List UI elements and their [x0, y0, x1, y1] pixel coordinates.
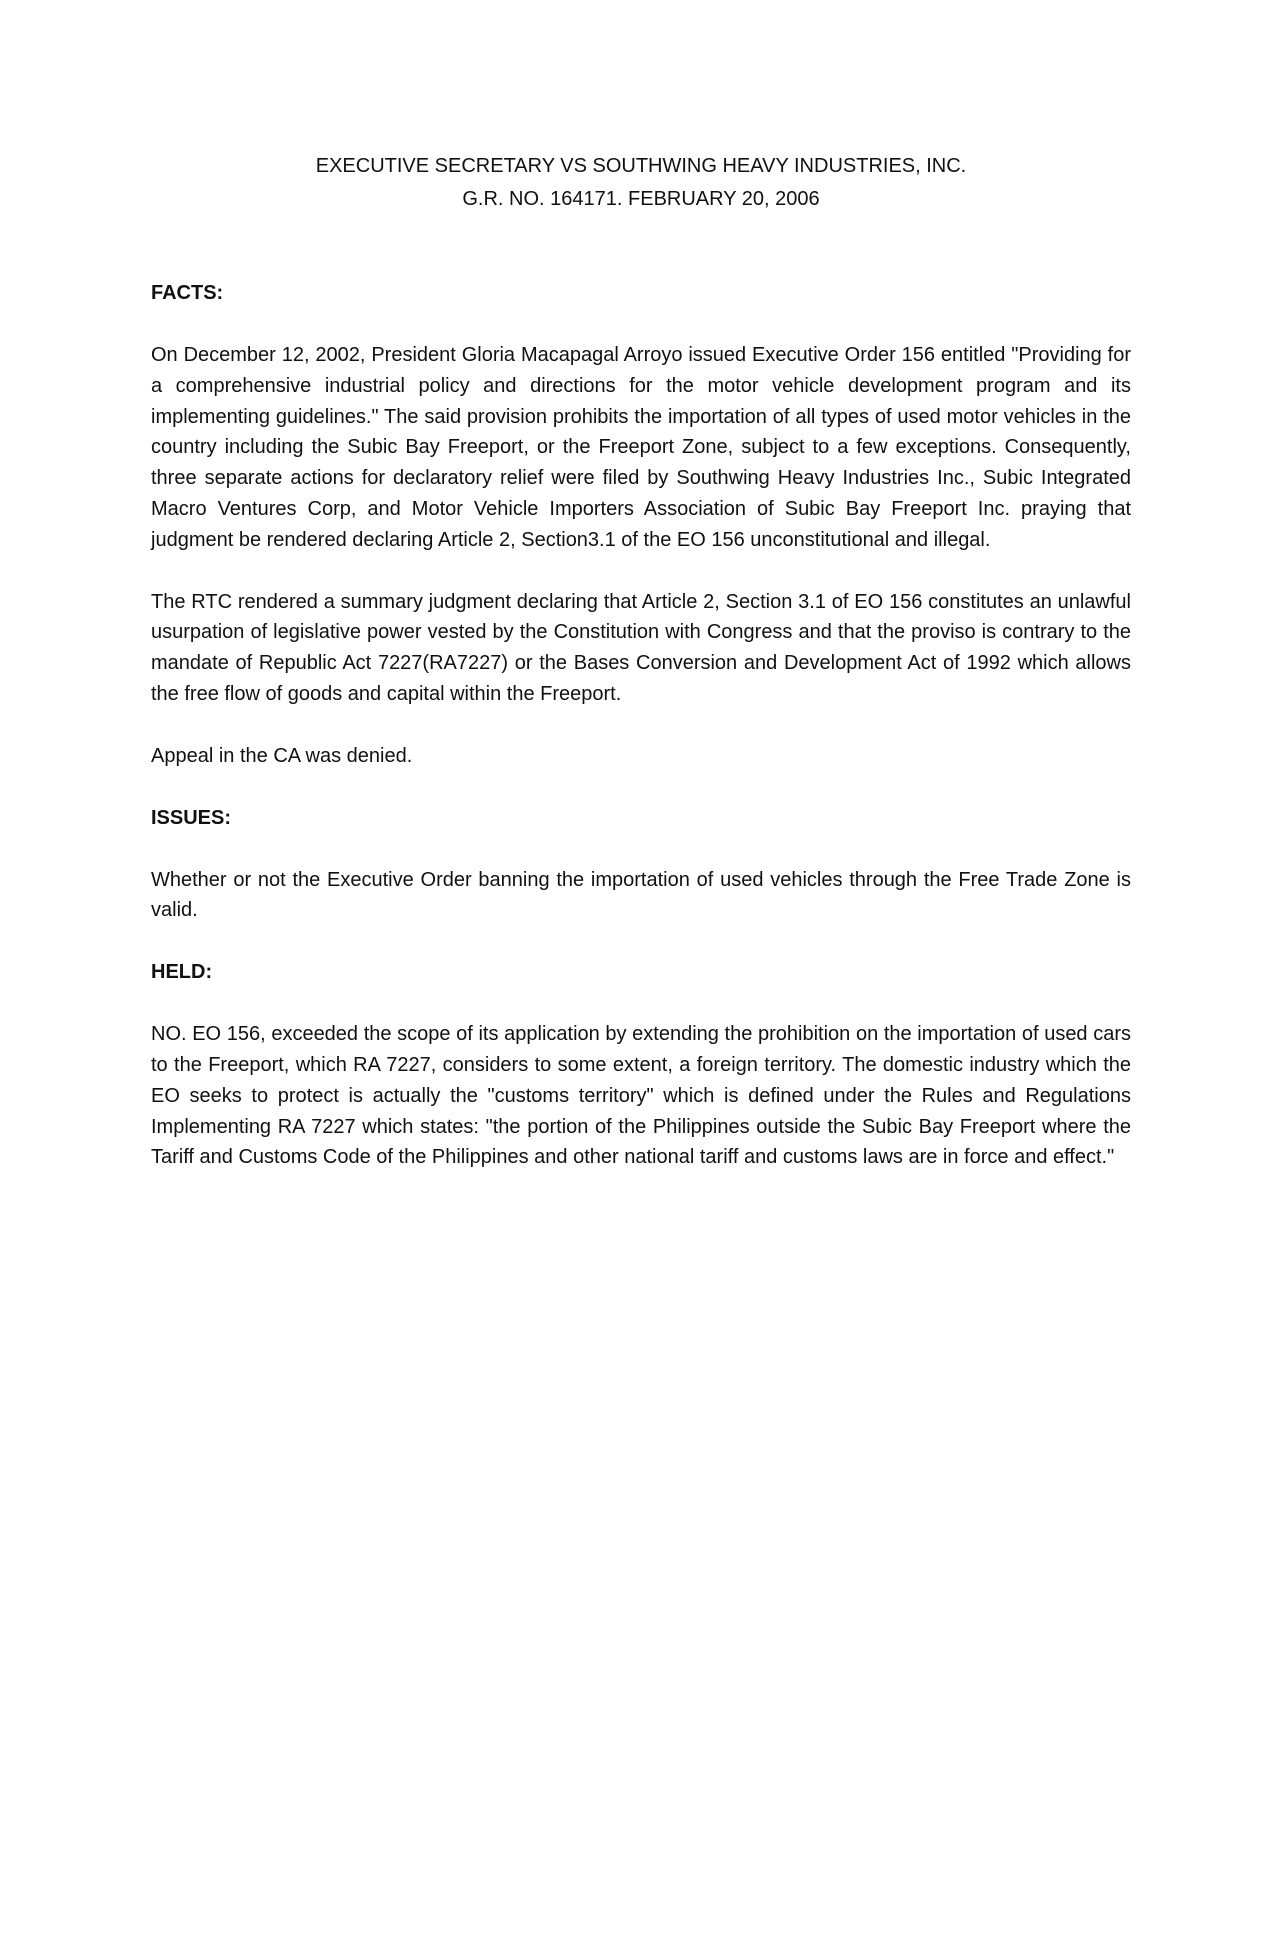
issues-paragraph: Whether or not the Executive Order banning the importation of used vehicles through the Free Trade Zone is valid.	[151, 868, 1131, 922]
case-title: EXECUTIVE SECRETARY VS SOUTHWING HEAVY INDUSTRIES, INC.	[315, 155, 967, 177]
held-paragraph: NO. EO 156, exceeded the scope of its application by extending the prohibition on the importation of used cars to the Freeport, which RA 7227, considers to some extent, a foreign territory. The domestic industry which the EO seeks to protect is actually the "customs territory" which is defined under the Rules and Regulations Implementing RA 7227 which states: "the portion of the Philippines outside the Subic Bay Freeport where the Tariff and Customs Code of the Philippines and other national tariff and customs laws are in force and effect."	[151, 1023, 1131, 1169]
facts-heading: FACTS:	[151, 282, 224, 304]
facts-paragraph-3: Appeal in the CA was denied.	[151, 744, 413, 767]
document-title	[151, 150, 1131, 216]
issues-heading: ISSUES:	[151, 806, 232, 829]
document-page	[151, 150, 1131, 1173]
facts-paragraph-1: On December 12, 2002, President Gloria Macapagal Arroyo issued Executive Order 156 entitled "Providing for a comprehensive industrial policy and directions for the motor vehicle development program and its implementing guidelines." The said provision prohibits the importation of all types of used motor vehicles in the country including the Subic Bay Freeport, or the Freeport Zone, subject to a few exceptions. Consequently, three separate actions for declaratory relief were filed by Southwing Heavy Industries Inc., Subic Integrated Macro Ventures Corp, and Motor Vehicle Importers Association of Subic Bay Freeport Inc. praying that judgment be rendered declaring Article 2, Section3.1 of the EO 156 unconstitutional and illegal.	[151, 344, 1131, 551]
facts-paragraph-2: The RTC rendered a summary judgment declaring that Article 2, Section 3.1 of EO 156 constitutes an unlawful usurpation of legislative power vested by the Constitution with Congress and that the proviso is contrary to the mandate of Republic Act 7227(RA7227) or the Bases Conversion and Development Act of 1992 which allows the free flow of goods and capital within the Freeport.	[151, 590, 1131, 705]
case-citation: G.R. NO. 164171. FEBRUARY 20, 2006	[462, 188, 820, 210]
held-heading: HELD:	[151, 961, 213, 984]
